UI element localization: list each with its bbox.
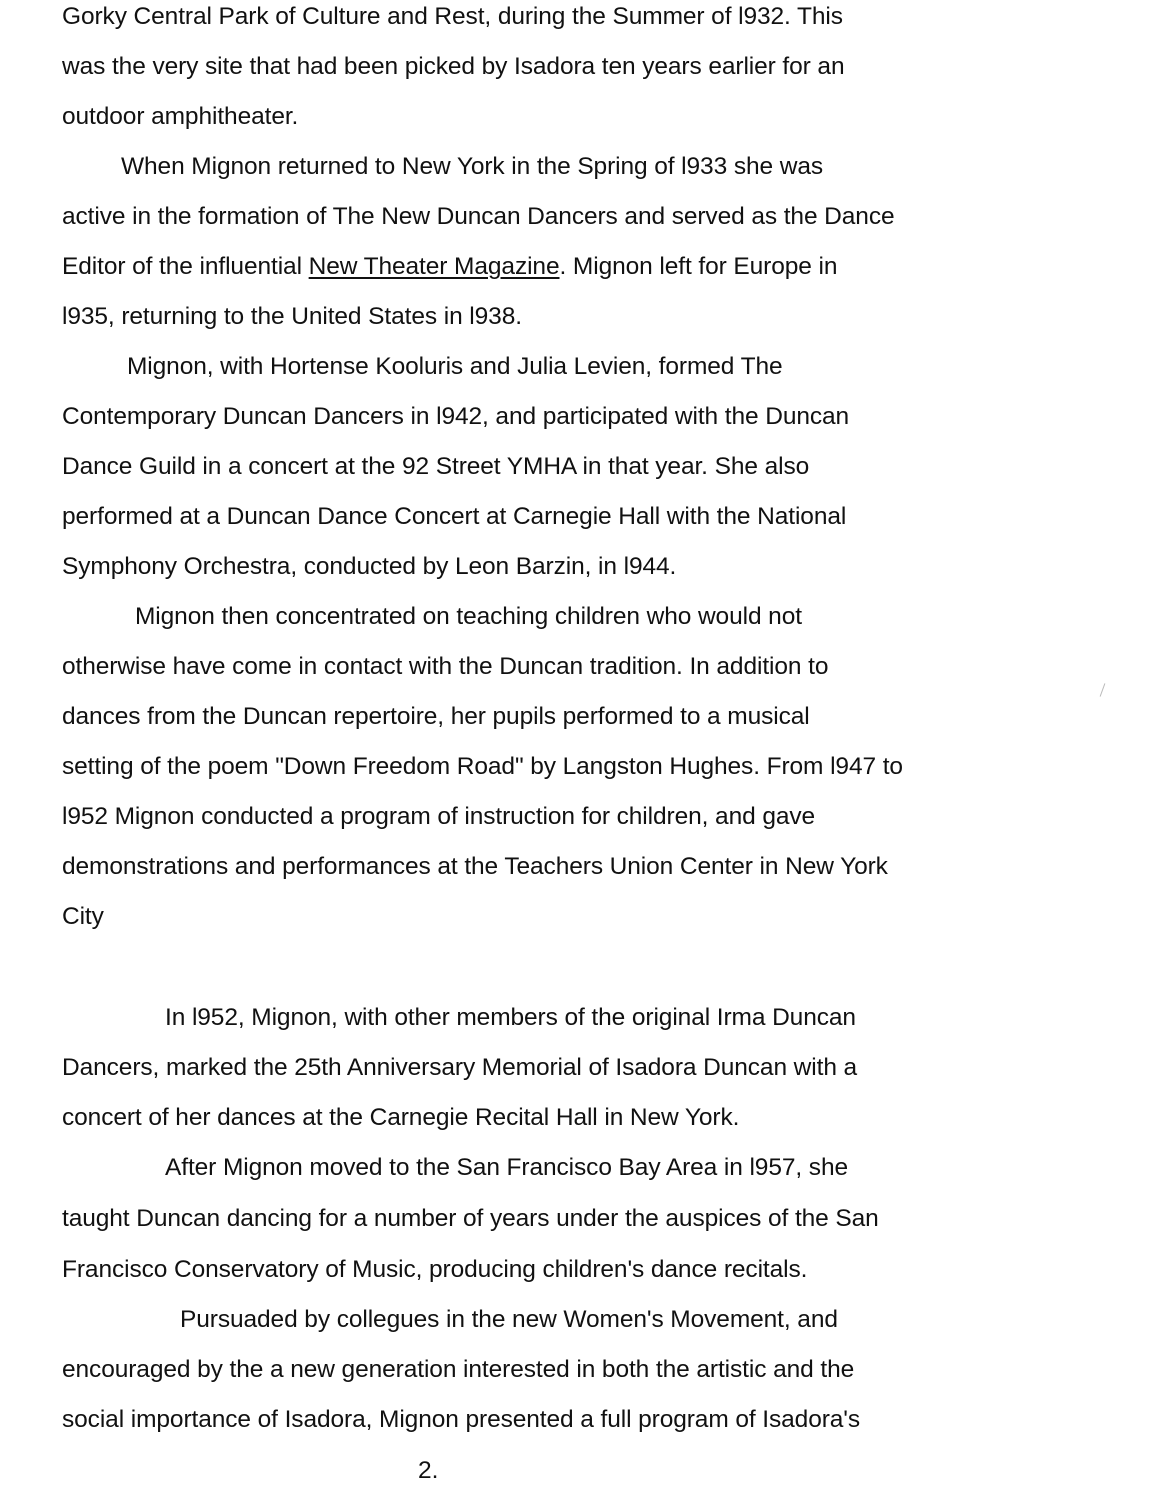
text-line-3: outdoor amphitheater. xyxy=(62,103,299,130)
text-line-26: Pursuaded by collegues in the new Women's Movement, and xyxy=(180,1306,838,1333)
text-line-15: dances from the Duncan repertoire, her pupils performed to a musical xyxy=(62,703,810,730)
text-line-13: Mignon then concentrated on teaching children who would not xyxy=(135,603,802,630)
text-line-14: otherwise have come in contact with the Duncan tradition. In addition to xyxy=(62,653,829,680)
text-line-20: In l952, Mignon, with other members of the original Irma Duncan xyxy=(165,1004,856,1031)
text-line-18: demonstrations and performances at the Teachers Union Center in New York xyxy=(62,853,888,880)
text-line-22: concert of her dances at the Carnegie Recital Hall in New York. xyxy=(62,1104,740,1131)
text-line-16: setting of the poem "Down Freedom Road" by Langston Hughes. From l947 to xyxy=(62,753,903,780)
text-line-7: l935, returning to the United States in l938. xyxy=(62,303,522,330)
text-line-24: taught Duncan dancing for a number of years under the auspices of the San xyxy=(62,1205,879,1232)
scan-speck xyxy=(1100,683,1106,696)
text-line-19: City xyxy=(62,903,104,930)
text-line-23: After Mignon moved to the San Francisco Bay Area in l957, she xyxy=(165,1154,848,1181)
text-line-1: Gorky Central Park of Culture and Rest, during the Summer of l932. This xyxy=(62,3,843,30)
text-line-11: performed at a Duncan Dance Concert at Carnegie Hall with the National xyxy=(62,503,847,530)
text-line-6-after: . Mignon left for Europe in xyxy=(559,253,838,280)
text-line-10: Dance Guild in a concert at the 92 Street YMHA in that year. She also xyxy=(62,453,810,480)
text-line-2: was the very site that had been picked by Isadora ten years earlier for an xyxy=(62,53,845,80)
text-line-28: social importance of Isadora, Mignon presented a full program of Isadora's xyxy=(62,1406,861,1433)
text-line-17: l952 Mignon conducted a program of instruction for children, and gave xyxy=(62,803,816,830)
text-line-4: When Mignon returned to New York in the Spring of l933 she was xyxy=(121,153,823,180)
text-line-12: Symphony Orchestra, conducted by Leon Barzin, in l944. xyxy=(62,553,677,580)
text-line-27: encouraged by the a new generation interested in both the artistic and the xyxy=(62,1356,855,1383)
text-line-5: active in the formation of The New Duncan Dancers and served as the Dance xyxy=(62,203,895,230)
text-line-21: Dancers, marked the 25th Anniversary Memorial of Isadora Duncan with a xyxy=(62,1054,858,1081)
text-line-8: Mignon, with Hortense Kooluris and Julia Levien, formed The xyxy=(127,353,783,380)
magazine-title: New Theater Magazine xyxy=(308,253,560,280)
text-line-9: Contemporary Duncan Dancers in l942, and participated with the Duncan xyxy=(62,403,850,430)
page-number: 2. xyxy=(418,1457,439,1484)
text-line-25: Francisco Conservatory of Music, producing children's dance recitals. xyxy=(62,1256,808,1283)
text-line-6 xyxy=(62,252,837,282)
text-line-6-before: Editor of the influential xyxy=(62,253,309,280)
